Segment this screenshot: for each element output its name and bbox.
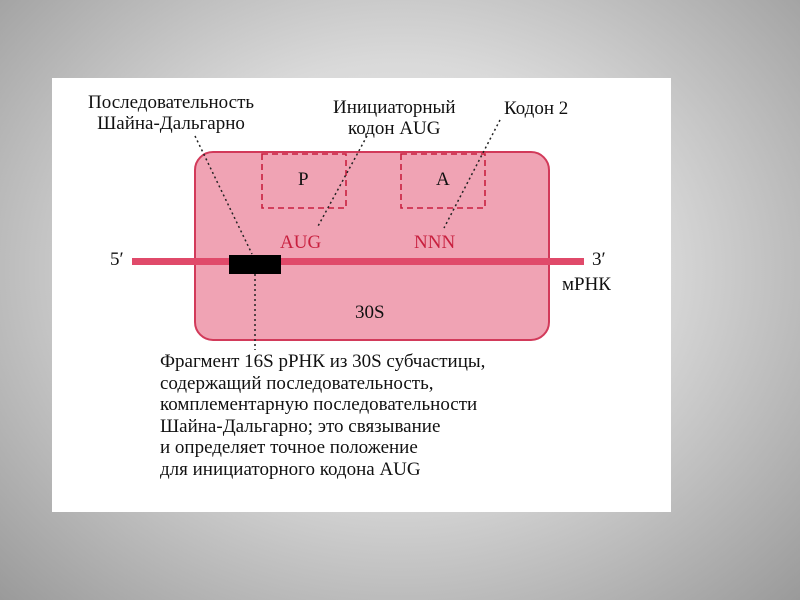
shine-dalgarno-label-line1: Последовательность <box>88 92 255 113</box>
mrna-label: мРНК <box>562 274 611 295</box>
figure-panel <box>52 78 671 512</box>
mrna-strand <box>132 258 584 265</box>
a-site-label: A <box>436 169 450 190</box>
initiator-codon-label-line1: Инициаторный <box>333 97 456 118</box>
shine-dalgarno-label-line2: Шайна-Дальгарно <box>97 113 245 134</box>
shine-dalgarno-label <box>88 92 254 134</box>
caption-text <box>160 351 485 480</box>
caption-line: содержащий последовательность, <box>160 372 434 394</box>
caption-line: и определяет точное положение <box>160 437 418 458</box>
caption-line: Фрагмент 16S рРНК из 30S субчастицы, <box>160 351 486 372</box>
three-prime-label: 3′ <box>592 249 606 270</box>
caption-line: комплементарную последовательности <box>160 394 478 415</box>
aug-codon-label: AUG <box>280 232 322 253</box>
p-site-label: P <box>298 169 309 190</box>
caption-line: Шайна-Дальгарно; это связывание <box>160 415 441 437</box>
nnn-codon-label: NNN <box>414 232 456 253</box>
caption-line: для инициаторного кодона AUG <box>160 458 421 480</box>
shine-dalgarno-block <box>229 255 281 274</box>
initiator-codon-label-line2: кодон AUG <box>348 118 441 139</box>
initiator-codon-label <box>333 97 456 139</box>
codon2-label: Кодон 2 <box>504 98 569 119</box>
subunit-30s-label: 30S <box>355 302 385 323</box>
five-prime-label: 5′ <box>110 249 124 270</box>
